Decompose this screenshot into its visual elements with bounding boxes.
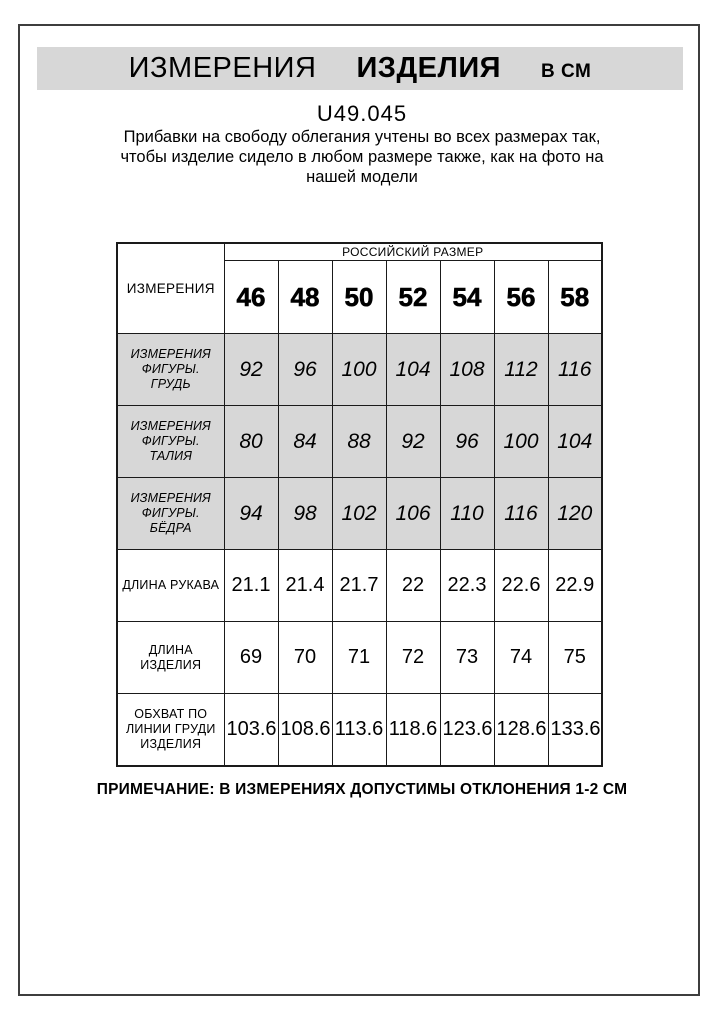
value-cell: 73: [440, 622, 494, 694]
value-cell: 133.6: [548, 694, 602, 766]
value-cell: 92: [224, 334, 278, 406]
value-cell: 96: [440, 406, 494, 478]
intro-text: [0, 127, 724, 187]
value-cell: 96: [278, 334, 332, 406]
table-row: [117, 334, 602, 406]
value-cell: 98: [278, 478, 332, 550]
value-cell: 22.9: [548, 550, 602, 622]
value-cell: 80: [224, 406, 278, 478]
value-cell: 112: [494, 334, 548, 406]
value-cell: 116: [548, 334, 602, 406]
size-header-54: 54: [440, 261, 494, 334]
row-label: ИЗМЕРЕНИЯ ФИГУРЫ. БЁДРА: [117, 478, 224, 550]
value-cell: 69: [224, 622, 278, 694]
value-cell: 100: [332, 334, 386, 406]
title-measurements: ИЗМЕРЕНИЯ: [128, 52, 317, 84]
value-cell: 116: [494, 478, 548, 550]
title-units: В СМ: [541, 61, 592, 82]
value-cell: 92: [386, 406, 440, 478]
corner-label: ИЗМЕРЕНИЯ: [117, 243, 224, 334]
value-cell: 100: [494, 406, 548, 478]
title-product: ИЗДЕЛИЯ: [356, 52, 502, 84]
size-table-head: [117, 243, 602, 334]
value-cell: 110: [440, 478, 494, 550]
value-cell: 94: [224, 478, 278, 550]
size-header-58: 58: [548, 261, 602, 334]
value-cell: 84: [278, 406, 332, 478]
row-label: ДЛИНА РУКАВА: [117, 550, 224, 622]
size-header-56: 56: [494, 261, 548, 334]
value-cell: 120: [548, 478, 602, 550]
value-cell: 75: [548, 622, 602, 694]
value-cell: 70: [278, 622, 332, 694]
value-cell: 22.3: [440, 550, 494, 622]
product-code: U49.045: [316, 101, 408, 126]
value-cell: 21.1: [224, 550, 278, 622]
value-cell: 74: [494, 622, 548, 694]
size-header-46: 46: [224, 261, 278, 334]
table-row: [117, 406, 602, 478]
table-row: [117, 694, 602, 766]
value-cell: 21.4: [278, 550, 332, 622]
row-label: ИЗМЕРЕНИЯ ФИГУРЫ. ТАЛИЯ: [117, 406, 224, 478]
value-cell: 21.7: [332, 550, 386, 622]
value-cell: 108: [440, 334, 494, 406]
value-cell: 103.6: [224, 694, 278, 766]
intro-line: Прибавки на свободу облегания учтены во всех размерах так,: [123, 128, 601, 146]
value-cell: 72: [386, 622, 440, 694]
value-cell: 106: [386, 478, 440, 550]
size-table: [116, 242, 603, 767]
table-row: [117, 478, 602, 550]
row-label: ИЗМЕРЕНИЯ ФИГУРЫ. ГРУДЬ: [117, 334, 224, 406]
size-header-50: 50: [332, 261, 386, 334]
value-cell: 113.6: [332, 694, 386, 766]
value-cell: 22.6: [494, 550, 548, 622]
note-text: ПРИМЕЧАНИЕ: В ИЗМЕРЕНИЯХ ДОПУСТИМЫ ОТКЛОНЕНИЯ 1-2 СМ: [96, 781, 628, 798]
row-label: ОБХВАТ ПО ЛИНИИ ГРУДИ ИЗДЕЛИЯ: [117, 694, 224, 766]
table-row: [117, 622, 602, 694]
value-cell: 128.6: [494, 694, 548, 766]
size-header-52: 52: [386, 261, 440, 334]
size-group-label: РОССИЙСКИЙ РАЗМЕР: [224, 243, 602, 261]
table-row: [117, 550, 602, 622]
value-cell: 108.6: [278, 694, 332, 766]
intro-line: чтобы изделие сидело в любом размере также, как на фото на: [120, 148, 604, 166]
size-header-48: 48: [278, 261, 332, 334]
value-cell: 123.6: [440, 694, 494, 766]
title-bar: [37, 47, 683, 90]
size-table-body: [117, 334, 602, 766]
value-cell: 71: [332, 622, 386, 694]
value-cell: 104: [386, 334, 440, 406]
value-cell: 104: [548, 406, 602, 478]
value-cell: 118.6: [386, 694, 440, 766]
group-header-row: [117, 243, 602, 261]
value-cell: 22: [386, 550, 440, 622]
value-cell: 88: [332, 406, 386, 478]
value-cell: 102: [332, 478, 386, 550]
intro-line: нашей модели: [306, 168, 418, 186]
row-label: ДЛИНА ИЗДЕЛИЯ: [117, 622, 224, 694]
